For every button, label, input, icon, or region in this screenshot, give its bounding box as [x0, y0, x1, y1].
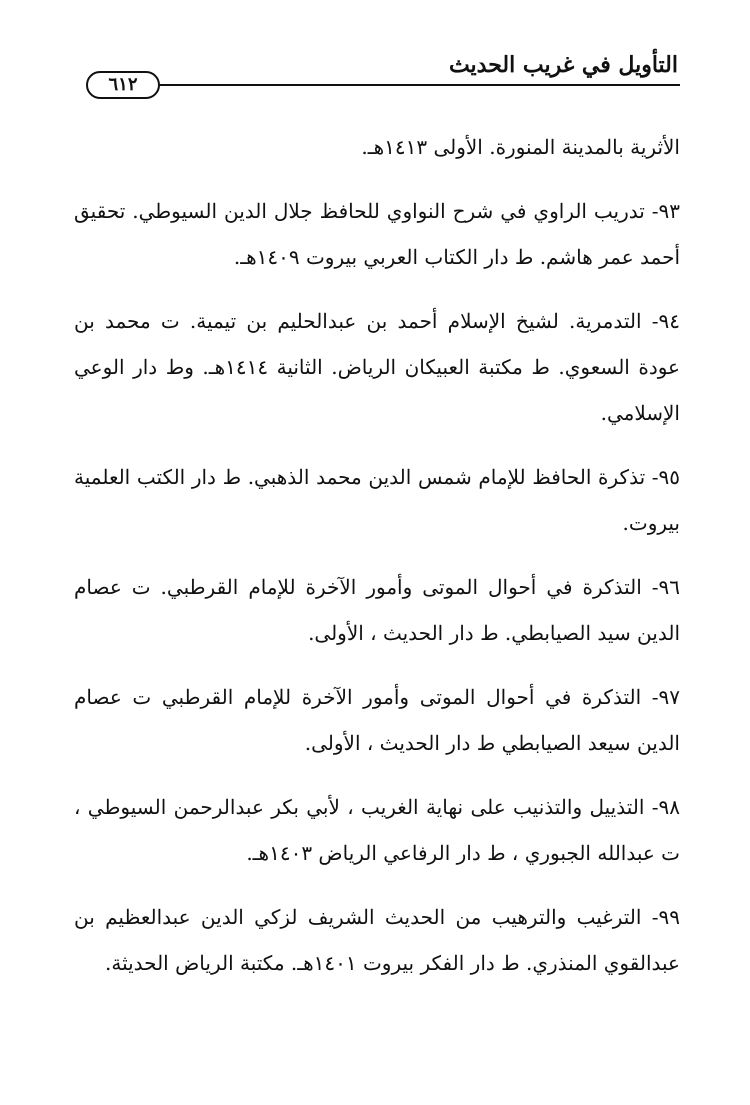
bibliography-entry-continuation: الأثرية بالمدينة المنورة. الأولى ١٤١٣هـ. — [361, 135, 680, 159]
bibliography-entry-96: ٩٦- التذكرة في أحوال الموتى وأمور الآخرة للإمام القرطبي. ت عصام الدين سيد الصيابطي. ط دار الحديث ، الأولى. — [74, 575, 680, 645]
bibliography-entry-93: ٩٣- تدريب الراوي في شرح النواوي للحافظ جلال الدين السيوطي. تحقيق أحمد عمر هاشم. ط دار الكتاب العربي بيروت ١٤٠٩هـ. — [74, 199, 680, 269]
page-header — [70, 38, 680, 108]
bibliography-entry-97: ٩٧- التذكرة في أحوال الموتى وأمور الآخرة للإمام القرطبي ت عصام الدين سيعد الصيابطي ط دار الحديث ، الأولى. — [74, 685, 680, 755]
bibliography-entry-98: ٩٨- التذييل والتذنيب على نهاية الغريب ، لأبي بكر عبدالرحمن السيوطي ، ت عبدالله الجبوري ، ط دار الرفاعي الرياض ١٤٠٣هـ. — [74, 795, 680, 865]
running-title: التأويل في غريب الحديث — [448, 52, 678, 78]
bibliography-list — [74, 124, 680, 1004]
header-rule — [156, 84, 680, 86]
bibliography-entry-99: ٩٩- الترغيب والترهيب من الحديث الشريف لزكي الدين عبدالعظيم بن عبدالقوي المنذري. ط دار الفكر بيروت ١٤٠١هـ. مكتبة الرياض الحديثة. — [74, 905, 680, 975]
page-number: ٦١٢ — [86, 71, 160, 99]
bibliography-entry-94: ٩٤- التدمرية. لشيخ الإسلام أحمد بن عبدالحليم بن تيمية. ت محمد بن عودة السعوي. ط مكتبة العبيكان الرياض. الثانية ١٤١٤هـ. وط دار الوعي الإسلامي. — [74, 309, 680, 425]
bibliography-entry-95: ٩٥- تذكرة الحافظ للإمام شمس الدين محمد الذهبي. ط دار الكتب العلمية بيروت. — [74, 465, 680, 535]
